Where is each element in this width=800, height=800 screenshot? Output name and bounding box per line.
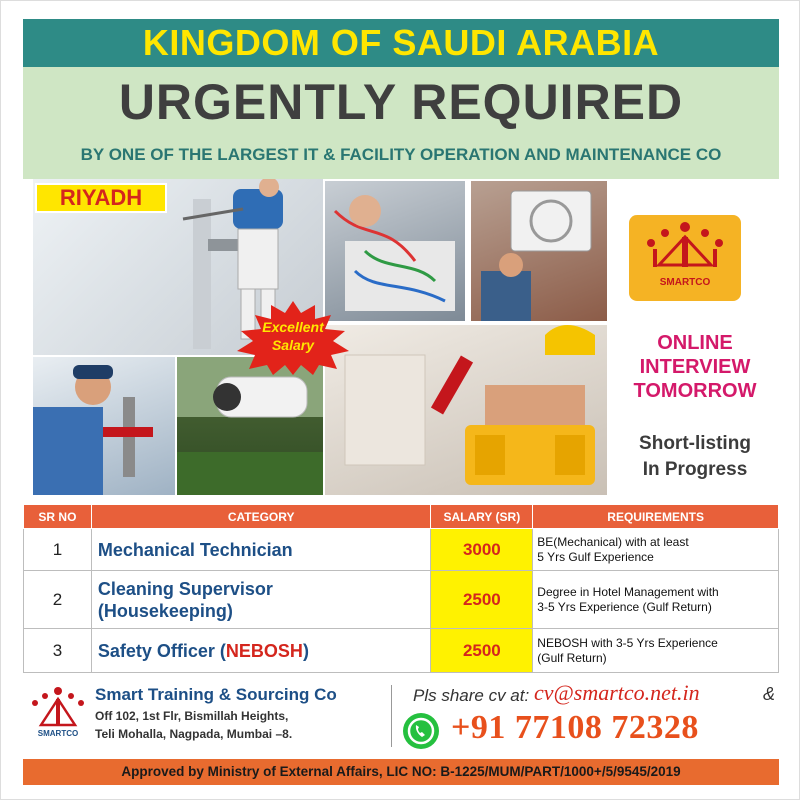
salary-cell: 3000 bbox=[431, 529, 533, 571]
plumber-photo bbox=[33, 357, 175, 495]
smartco-logo bbox=[629, 215, 741, 301]
category-cell bbox=[91, 629, 431, 673]
sr-no-cell: 1 bbox=[24, 529, 92, 571]
interview-notice bbox=[611, 331, 779, 403]
headline: URGENTLY REQUIRED bbox=[118, 74, 684, 130]
table-row bbox=[24, 629, 779, 673]
footer-logo bbox=[27, 685, 89, 741]
crown-logo-icon bbox=[629, 215, 741, 275]
footer-divider bbox=[391, 685, 392, 747]
address-line2: Teli Mohalla, Nagpada, Mumbai –8. bbox=[95, 727, 293, 741]
req-line: 3-5 Yrs Experience (Gulf Return) bbox=[537, 599, 712, 614]
category-cell: Mechanical Technician bbox=[91, 529, 431, 571]
category-suffix: ) bbox=[302, 640, 309, 661]
cctv-photo bbox=[177, 357, 323, 495]
table-header-row bbox=[24, 505, 779, 529]
salary-cell: 2500 bbox=[431, 629, 533, 673]
company-address bbox=[95, 707, 292, 743]
electrical-panel-photo bbox=[325, 181, 465, 321]
side-panel bbox=[611, 179, 779, 499]
interview-line1: ONLINE bbox=[657, 332, 733, 354]
req-line: 5 Yrs Gulf Experience bbox=[537, 549, 654, 564]
col-category: CATEGORY bbox=[91, 505, 431, 529]
salary-burst-text bbox=[235, 318, 351, 354]
tools-illustration bbox=[325, 325, 607, 495]
category-line: (Housekeeping) bbox=[97, 600, 233, 621]
table-row bbox=[24, 571, 779, 629]
category-line: Cleaning Supervisor bbox=[97, 578, 273, 599]
req-line: Degree in Hotel Management with bbox=[537, 584, 719, 599]
footer-crown-icon bbox=[27, 685, 89, 729]
salary-burst bbox=[235, 301, 351, 375]
sr-no-cell: 2 bbox=[24, 571, 92, 629]
sr-no-cell: 3 bbox=[24, 629, 92, 673]
ac-repair-photo bbox=[471, 181, 607, 321]
headline-banner bbox=[23, 67, 779, 179]
category-prefix: Safety Officer ( bbox=[97, 640, 226, 661]
requirements-cell bbox=[533, 529, 779, 571]
ac-illustration bbox=[471, 181, 607, 321]
plumber-illustration bbox=[33, 357, 175, 495]
email-link[interactable]: cv@smartco.net.in bbox=[534, 680, 700, 705]
interview-line2: INTERVIEW bbox=[639, 356, 751, 378]
share-cv-label: Pls share cv at: bbox=[413, 686, 530, 705]
footer-logo-word: SMARTCO bbox=[37, 729, 79, 738]
byline: BY ONE OF THE LARGEST IT & FACILITY OPERATION AND MAINTENANCE CO bbox=[80, 145, 722, 164]
wiring-illustration bbox=[325, 181, 465, 321]
technician-tools-photo bbox=[325, 325, 607, 495]
requirements-cell bbox=[533, 571, 779, 629]
category-cell bbox=[91, 571, 431, 629]
ampersand: & bbox=[763, 684, 776, 704]
shortlist-status bbox=[611, 431, 779, 483]
salary-cell: 2500 bbox=[431, 571, 533, 629]
country-banner bbox=[23, 19, 779, 67]
req-line: BE(Mechanical) with at least bbox=[537, 534, 689, 549]
req-line: (Gulf Return) bbox=[537, 650, 607, 665]
country-title: KINGDOM OF SAUDI ARABIA bbox=[142, 22, 660, 63]
status-line1: Short-listing bbox=[639, 433, 751, 454]
col-requirements: REQUIREMENTS bbox=[533, 505, 779, 529]
status-line2: In Progress bbox=[642, 459, 748, 480]
phone-number[interactable]: +91 77108 72328 bbox=[451, 709, 699, 746]
company-name: Smart Training & Sourcing Co bbox=[95, 685, 337, 704]
category-highlight: NEBOSH bbox=[225, 640, 303, 661]
logo-wordmark: SMARTCO bbox=[659, 277, 711, 288]
phone-handset-icon bbox=[403, 713, 439, 749]
cctv-illustration bbox=[177, 357, 323, 495]
salary-burst-line1: Excellent bbox=[262, 319, 324, 335]
salary-burst-line2: Salary bbox=[271, 337, 315, 353]
table-row bbox=[24, 529, 779, 571]
req-line: NEBOSH with 3-5 Yrs Experience bbox=[537, 635, 718, 650]
address-line1: Off 102, 1st Flr, Bismillah Heights, bbox=[95, 709, 289, 723]
col-salary: SALARY (SR) bbox=[431, 505, 533, 529]
interview-line3: TOMORROW bbox=[633, 380, 757, 402]
approval-banner: Approved by Ministry of External Affairs, LIC NO: B-1225/MUM/PART/1000+/5/9545/2019 bbox=[23, 759, 779, 785]
vacancies-table bbox=[23, 504, 779, 673]
location-badge: RIYADH bbox=[35, 183, 167, 213]
col-sr-no: SR NO bbox=[24, 505, 92, 529]
requirements-cell bbox=[533, 629, 779, 673]
whatsapp-icon bbox=[403, 713, 439, 749]
